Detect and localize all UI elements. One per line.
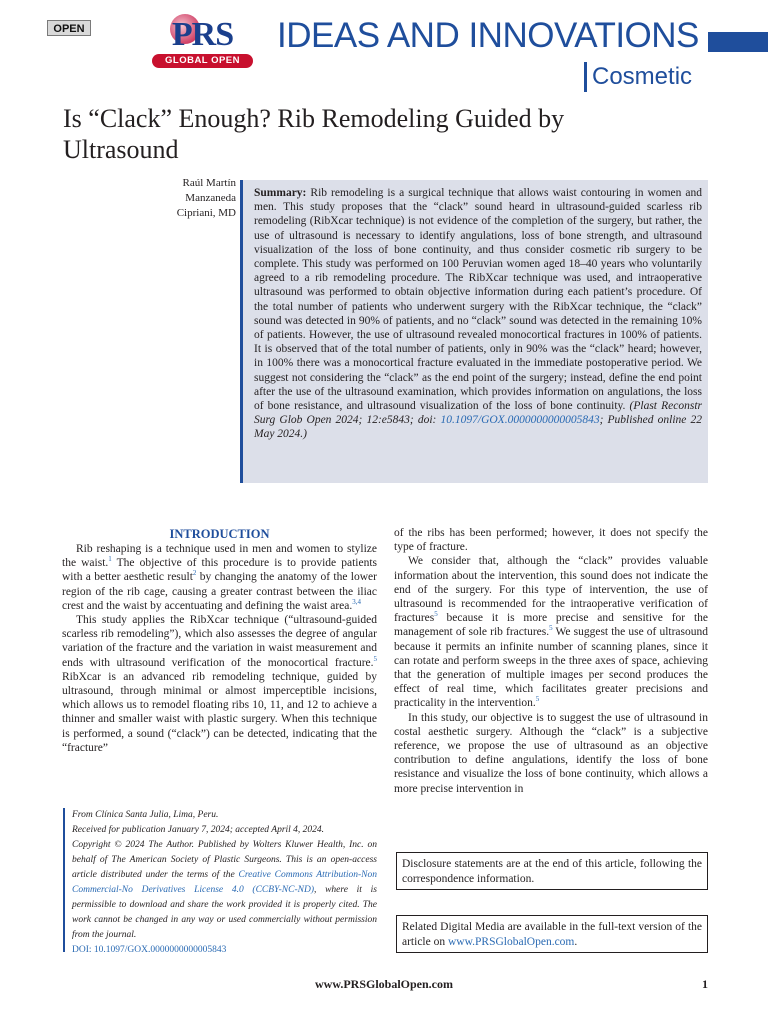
affiliation-doi[interactable]: DOI: 10.1097/GOX.0000000000005843 xyxy=(72,945,227,955)
author-byline: Raúl Martín Manzaneda Cipriani, MD xyxy=(176,177,236,219)
open-access-badge: OPEN xyxy=(47,20,91,36)
abstract-publication-date: ; Published online 22 May 2024.) xyxy=(254,414,702,441)
abstract-citation: (Plast Reconstr Surg Glob Open 2024; 12:e5843; doi: xyxy=(254,400,702,427)
prs-global-open-logo[interactable] xyxy=(150,14,255,72)
reference-link[interactable]: 2 xyxy=(192,569,197,578)
abstract-doi-link[interactable]: 10.1097/GOX.0000000000005843 xyxy=(440,414,600,427)
logo-text: PRS xyxy=(171,16,234,53)
page-number: 1 xyxy=(702,977,708,991)
abstract-body: Rib remodeling is a surgical technique that allows waist contouring in women and men. This study proposes that the “clack” sound heard in ultrasound-guided scarless rib remodeling (RibXcar technique) is not evidence of the completion of the surgery, but rather, the use of ultrasound is necessary to identify angulations, loss of bone strength, and ultrasound visualization of the loss of bone continuity, and thus consider cosmetic rib surgery to be complete. This study was performed on 100 Peruvian women aged 18–40 years who voluntarily agreed to a rib remodeling procedure. The RibXcar technique was used, and intraoperative ultrasound was performed to obtain objective information during each patient’s procedure. Of the total number of patients who underwent surgery with the RibXcar technique, the “clack” sound was detected in 90% of patients, and no “clack” sound was detected in the remaining 10% of patients. However, the use of ultrasound revealed monocortical fractures in 100% of patients. It is observed that of the total number of patients, only in 90% was the “clack” heard; however, in 100% there was a monocortical fracture evaluated in the immediate postoperative period. We suggest not considering the “clack” as the end point of the surgery; instead, define the end point after the use of the ultrasound examination, which provides information on angulations, the loss of bone resistance, and ultrasound visualization of the loss of bone continuity. xyxy=(254,187,702,413)
disclosure-box: Disclosure statements are at the end of this article, following the correspondence information. xyxy=(396,852,708,890)
category-rule xyxy=(584,62,587,92)
abstract-label: Summary: xyxy=(254,187,307,199)
logo-subtext: GLOBAL OPEN xyxy=(152,54,253,68)
affiliation-from: From Clínica Santa Julia, Lima, Peru. xyxy=(72,810,219,820)
related-media-box: Related Digital Media are available in the full-text version of the article on www.PRSGlobalOpen.com. xyxy=(396,915,708,953)
affiliation-block xyxy=(72,808,377,958)
introduction-heading: INTRODUCTION xyxy=(169,527,270,541)
license-link[interactable]: Creative Commons Attribution-Non Commercial-No Derivatives License 4.0 (CCBY-NC-ND) xyxy=(72,870,378,895)
section-title-bar xyxy=(708,32,768,52)
footer-website[interactable]: www.PRSGlobalOpen.com xyxy=(314,977,453,991)
reference-link[interactable]: 5 xyxy=(535,695,540,704)
intro-paragraph-3: We consider that, although the “clack” provides valuable information about the intervention, this sound does not indicate the end of the surgery. For this type of intervention, the use of ultrasound is recommended for the intraoperative verification of fractures$^5$ because it is more precise and sensitive for the management of sole rib fractures.$^5$ We suggest the use of ultrasound because it permits an infinite number of scanning planes, since it can rotate and perform sweeps in the three axes of space, achieving that the generation of multiple images per second produces the effect of real time, which facilitates greater precisions and practicality in the intervention.$^5$ xyxy=(394,555,709,710)
intro-paragraph-4: In this study, our objective is to suggest the use of ultrasound in costal aesthetic surgery. Although the “clack” is a subjective reference, we propose the use of ultrasound as an objective contribution to define angulations, identify the loss of bone resistance and visualize the loss of bone continuity, which allows a more precise intervention in xyxy=(394,711,708,795)
reference-link[interactable]: 3,4 xyxy=(352,597,362,606)
abstract-box xyxy=(240,180,708,483)
reference-link[interactable]: 1 xyxy=(108,555,112,564)
reference-link[interactable]: 5 xyxy=(549,624,553,633)
intro-paragraph-1: Rib reshaping is a technique used in men and women to stylize the waist.$^1$ The objective of this procedure is to provide patients with a better aesthetic result$^2$ by changing the anatomy of the lower region of the rib cage, causing a greater contrast between the iliac crest and the waist by accentuating and defining the waist area.$^{3,4}$ xyxy=(62,543,377,612)
reference-link[interactable]: 5 xyxy=(373,654,377,663)
article-title: Is “Clack” Enough? Rib Remodeling Guided by Ultrasound xyxy=(63,104,565,164)
intro-paragraph-continued: of the ribs has been performed; however, it does not specify the type of fracture. xyxy=(394,527,708,554)
category-label: Cosmetic xyxy=(592,63,693,90)
intro-paragraph-2: This study applies the RibXcar technique (“ultrasound-guided scarless rib remodeling”), which also assesses the degree of angular variation of the fracture and the variation in waist measurement and ends with ultrasound verification of the monocortical fracture.$^5$ RibXcar is an advanced rib remodeling technique, guided by ultrasound, through minimal or almost imperceptible incisions, which allows us to remodel floating ribs 10, 11, and 12 to achieve a thinner and smaller waist with plastic surgery. When this technique is performed, a sound (“clack”) can be detected, indicating that the “fracture” xyxy=(62,614,377,754)
section-title: IDEAS AND INNOVATIONS xyxy=(277,16,699,55)
body-column-left xyxy=(62,526,377,755)
body-column-right xyxy=(394,526,708,796)
affiliation-copyright: Copyright © 2024 The Author. Published by Wolters Kluwer Health, Inc. on behalf of The American Society of Plastic Surgeons. This is an open-access article distributed under the terms of the Creative Commons Attribution-Non Commercial-No Derivatives License 4.0 (CCBY-NC-ND), where it is permissible to download and share the work provided it is properly cited. The work cannot be changed in any way or used commercially without permission from the journal. xyxy=(72,840,378,940)
affiliation-rule xyxy=(63,808,65,952)
reference-link[interactable]: 5 xyxy=(434,610,438,619)
related-media-link[interactable]: www.PRSGlobalOpen.com xyxy=(447,936,575,948)
affiliation-received: Received for publication January 7, 2024; accepted April 4, 2024. xyxy=(72,825,325,835)
